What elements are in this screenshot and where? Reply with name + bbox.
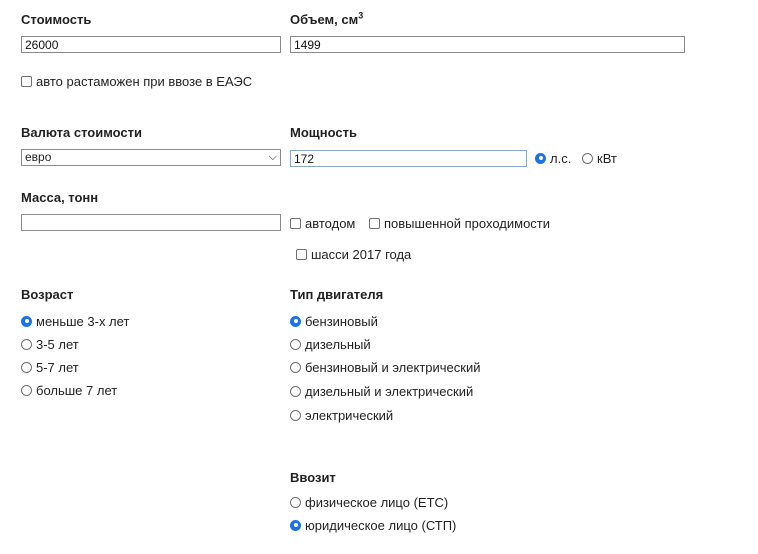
currency-select[interactable]	[21, 149, 281, 166]
engine-option-radio[interactable]	[290, 358, 481, 376]
engine-option-radio[interactable]	[290, 312, 378, 330]
age-option-label: 3-5 лет	[36, 336, 79, 352]
power-unit-hp-label: л.с.	[550, 150, 572, 166]
radio-unselected-icon[interactable]	[290, 386, 301, 397]
importer-option-label: юридическое лицо (СТП)	[305, 517, 457, 533]
checkbox-box[interactable]	[21, 76, 32, 87]
age-option-label: меньше 3-х лет	[36, 313, 130, 329]
engine-option-label: бензиновый и электрический	[305, 359, 481, 375]
checkbox-box[interactable]	[296, 249, 307, 260]
engine-option-label: дизельный и электрический	[305, 383, 474, 399]
offroad-checkbox[interactable]	[369, 214, 550, 232]
currency-selected-value: евро	[25, 150, 52, 164]
power-unit-kw-radio[interactable]	[582, 149, 617, 167]
radio-unselected-icon[interactable]	[290, 362, 301, 373]
chevron-down-icon: ⌵	[268, 151, 277, 163]
volume-input[interactable]	[290, 36, 685, 53]
power-label: Мощность	[290, 125, 357, 140]
power-unit-kw-label: кВт	[597, 150, 617, 166]
engine-option-radio[interactable]	[290, 382, 473, 400]
customs-cleared-label: авто растаможен при ввозе в ЕАЭС	[36, 73, 253, 89]
offroad-label: повышенной проходимости	[384, 215, 551, 231]
chassis-2017-label: шасси 2017 года	[311, 246, 412, 262]
motorhome-checkbox[interactable]	[290, 214, 355, 232]
radio-unselected-icon[interactable]	[582, 153, 593, 164]
age-option-radio[interactable]	[21, 358, 79, 376]
radio-unselected-icon[interactable]	[290, 410, 301, 421]
radio-unselected-icon[interactable]	[290, 339, 301, 350]
engine-type-label: Тип двигателя	[290, 287, 384, 302]
power-input[interactable]	[290, 150, 527, 167]
customs-cleared-checkbox[interactable]	[21, 72, 252, 90]
age-option-label: 5-7 лет	[36, 359, 79, 375]
radio-unselected-icon[interactable]	[290, 497, 301, 508]
age-option-radio[interactable]	[21, 381, 117, 399]
engine-option-label: электрический	[305, 407, 394, 423]
engine-option-label: бензиновый	[305, 313, 378, 329]
radio-unselected-icon[interactable]	[21, 339, 32, 350]
cost-label: Стоимость	[21, 12, 92, 27]
motorhome-label: автодом	[305, 215, 356, 231]
radio-unselected-icon[interactable]	[21, 385, 32, 396]
currency-label: Валюта стоимости	[21, 125, 143, 140]
age-option-label: больше 7 лет	[36, 382, 118, 398]
checkbox-box[interactable]	[369, 218, 380, 229]
radio-selected-icon[interactable]	[21, 316, 32, 327]
radio-selected-icon[interactable]	[535, 153, 546, 164]
importer-option-radio[interactable]	[290, 516, 456, 534]
power-unit-hp-radio[interactable]	[535, 149, 571, 167]
radio-selected-icon[interactable]	[290, 316, 301, 327]
engine-option-radio[interactable]	[290, 335, 371, 353]
volume-label: Объем, $см^3$	[290, 10, 364, 27]
age-option-radio[interactable]	[21, 335, 79, 353]
mass-label: Масса, тонн	[21, 190, 99, 205]
chassis-2017-checkbox[interactable]	[296, 245, 411, 263]
engine-option-label: дизельный	[305, 336, 371, 352]
radio-selected-icon[interactable]	[290, 520, 301, 531]
importer-label: Ввозит	[290, 470, 336, 485]
cost-input[interactable]	[21, 36, 281, 53]
checkbox-box[interactable]	[290, 218, 301, 229]
radio-unselected-icon[interactable]	[21, 362, 32, 373]
engine-option-radio[interactable]	[290, 406, 393, 424]
importer-option-label: физическое лицо (ЕТС)	[305, 494, 449, 510]
mass-input[interactable]	[21, 214, 281, 231]
importer-option-radio[interactable]	[290, 493, 448, 511]
age-option-radio[interactable]	[21, 312, 129, 330]
age-label: Возраст	[21, 287, 74, 302]
